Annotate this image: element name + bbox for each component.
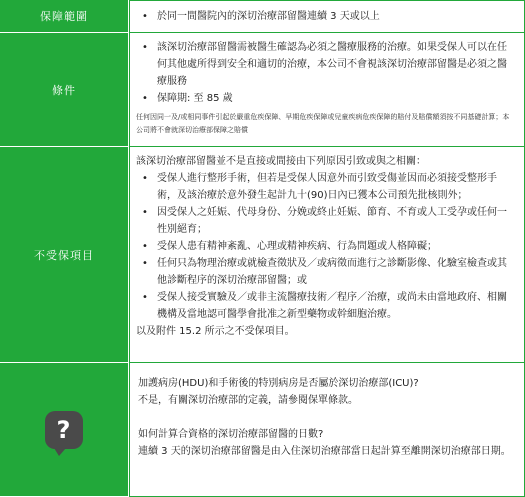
exclusion-item: • 因受保人之妊娠、代母身份、分娩或終止妊娠、節育、不育或人工受孕或任何一性別絕育； — [136, 204, 516, 238]
row-label-exclusions: 不受保項目 — [0, 147, 129, 363]
exclusion-item: • 受保人進行整形手術，但若是受保人因意外而引致受傷並因而必須接受整形手術，及該治療於意外發生起計九十(90)日內已獲本公司預先批核則外； — [136, 170, 516, 204]
faq-question: 如何計算合資格的深切治療部留醫的日數? — [138, 429, 324, 440]
question-bubble-icon: ? — [45, 411, 83, 449]
faq-label — [0, 363, 129, 497]
faq-answer: 不是，有關深切治療部的定義，請參閱保單條款。 — [138, 395, 358, 406]
scope-item: • 於同一間醫院內的深切治療部留醫連續 3 天或以上 — [136, 8, 516, 25]
conditions-content — [129, 33, 525, 147]
exclusion-item: • 任何只為物理治療或就檢查徵狀及／或病徵而進行之診斷影像、化驗室檢查或其他診斷程序的深切治療部留醫；或 — [136, 255, 516, 289]
exclusions-content — [129, 147, 525, 363]
exclusion-item: • 受保人患有精神紊亂、心理或精神疾病、行為問題或人格障礙； — [136, 238, 516, 255]
faq-answer: 連續 3 天的深切治療部留醫是由入住深切治療部當日起計算至離開深切治療部日期。 — [138, 446, 511, 457]
conditions-footnote: 任何因同一及/或相同事件引起於嚴重危疾保障、早期危疾保障或兒童疾病危疾保障的賠付及賠償額須按不同基礎計算；本公司將不會就深切治療部保障之賠償 — [136, 113, 510, 134]
faq-content — [129, 363, 525, 497]
row-label-conditions: 條件 — [0, 33, 129, 147]
exclusions-outro: 以及附件 15.2 所示之不受保項目。 — [136, 326, 295, 337]
row-label-scope: 保障範圍 — [0, 0, 129, 33]
conditions-item: • 保障期: 至 85 歲 — [136, 90, 516, 107]
faq-question: 加護病房(HDU)和手術後的特別病房是否屬於深切治療部(ICU)? — [138, 378, 419, 389]
conditions-item: • 該深切治療部留醫需被醫生確認為必須之醫療服務的治療。如果受保人可以在任何其他處所得到安全和適切的治療，本公司不會視該深切治療部留醫是必須之醫療服務 — [136, 39, 516, 90]
scope-content — [129, 0, 525, 33]
exclusion-item: • 受保人接受實驗及／或非主流醫療技術／程序／治療，或尚未由當地政府、相關機構及當地認可醫學會批准之新型藥物或幹細胞治療。 — [136, 289, 516, 323]
exclusions-intro: 該深切治療部留醫並不是直接或間接由下列原因引致或與之相關： — [136, 156, 426, 167]
